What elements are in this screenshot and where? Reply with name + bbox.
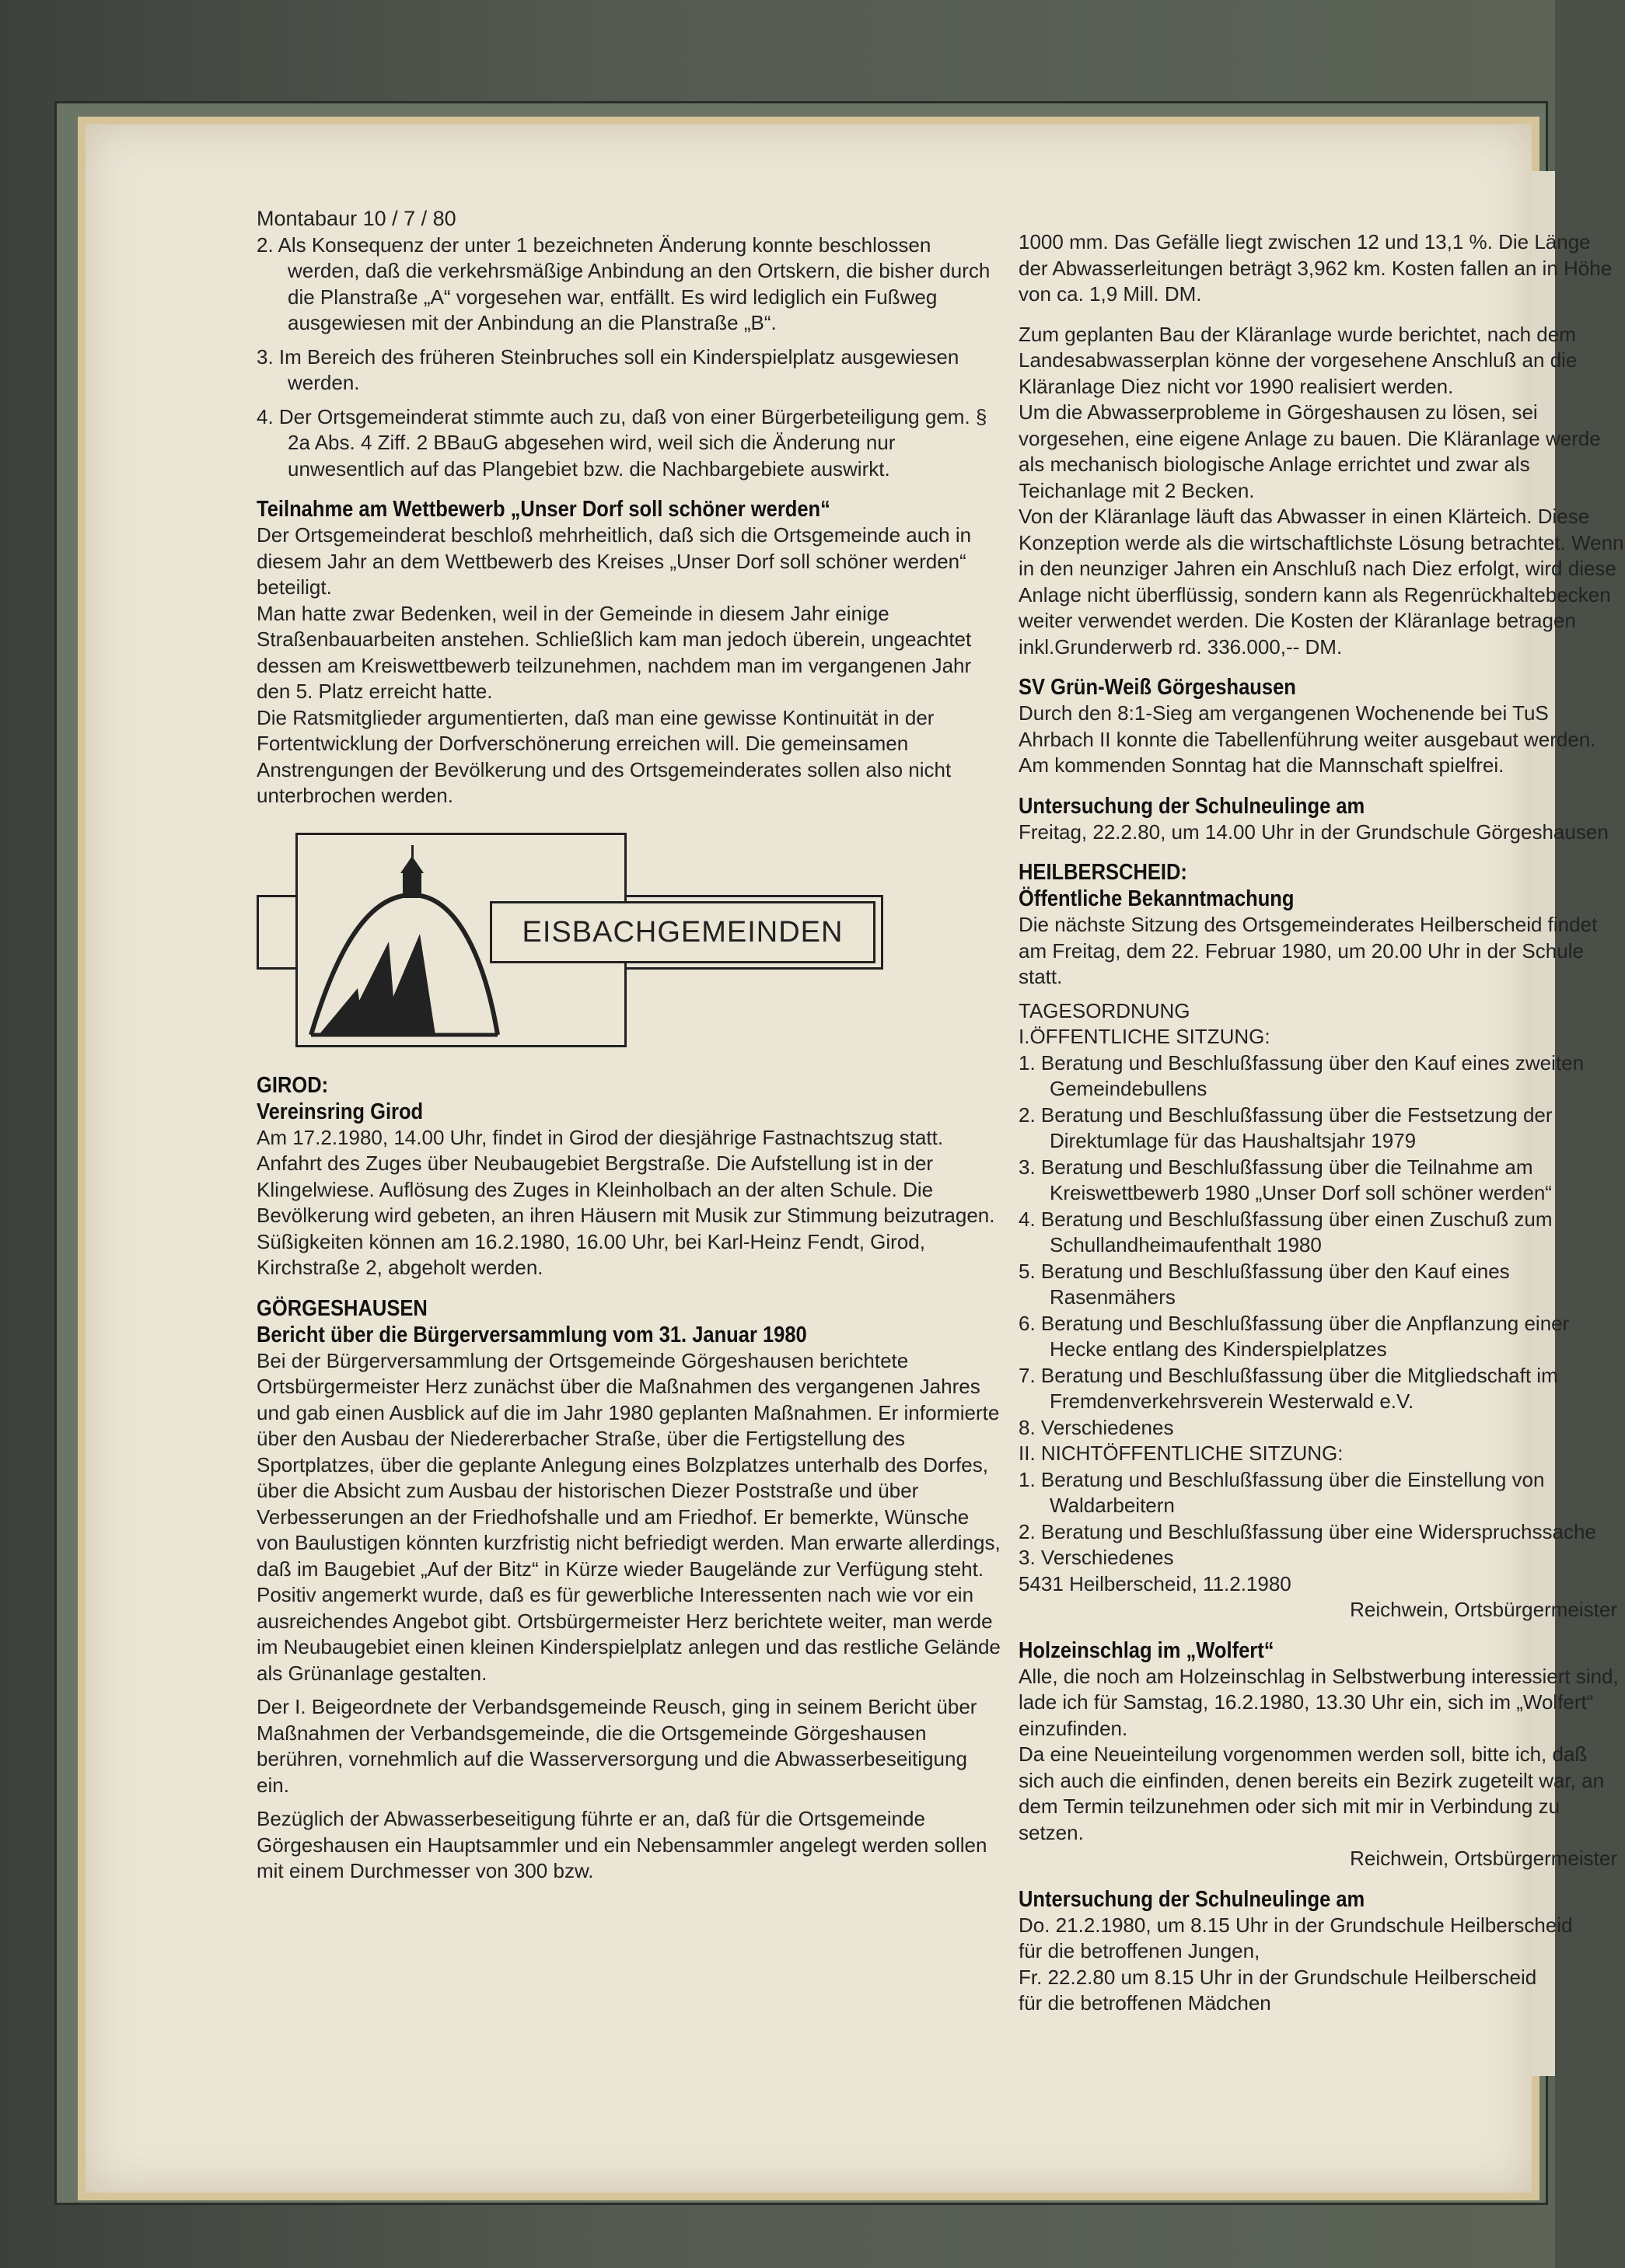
paragraph: Zum geplanten Bau der Kläranlage wurde berichtet, nach dem Landesabwasserplan könne der vorgesehene Anschluß an die Kläranlage Diez nicht vor 1990 realisiert werden. xyxy=(1019,322,1578,398)
agenda-item: 4. Beratung und Beschlußfassung über einen Zuschuß zum Schullandheimaufenthalt 1980 xyxy=(1019,1207,1553,1256)
agenda-item: 3. Verschiedenes xyxy=(1019,1546,1174,1569)
signature: Reichwein, Ortsbürgermeister xyxy=(1350,1847,1617,1870)
girod-town: GIROD: xyxy=(257,1072,329,1098)
paragraph: Die nächste Sitzung des Ortsgemeinderates Heilberscheid findet am Freitag, dem 22. Februar 1980, um 20.00 Uhr in der Schule statt. xyxy=(1019,913,1598,988)
bekanntmachung-heading: Öffentliche Bekanntmachung xyxy=(1019,886,1295,911)
list-item: 4. Der Ortsgemeinderat stimmte auch zu, daß von einer Bürgerbeteiligung gem. § 2a Abs. 4 Ziff. 2 BBauG abgesehen wird, weil sich die Änderung nur unwesentlich auf das Plangebiet bzw. die Nachbargebiete auswirkt. xyxy=(257,404,987,481)
holzeinschlag-heading: Holzeinschlag im „Wolfert“ xyxy=(1019,1637,1274,1663)
girod-heading: Vereinsring Girod xyxy=(257,1099,424,1124)
list-item: 3. Im Bereich des früheren Steinbruches soll ein Kinderspielplatz ausgewiesen werden. xyxy=(257,344,959,394)
text-line: für die betroffenen Mädchen xyxy=(1019,1991,1271,2015)
agenda-item: 2. Beratung und Beschlußfassung über die Festsetzung der Direktumlage für das Haushaltsjahr 1979 xyxy=(1019,1103,1553,1152)
signature: Reichwein, Ortsbürgermeister xyxy=(1350,1598,1617,1621)
logo-label: EISBACHGEMEINDEN xyxy=(490,901,875,963)
nichtoeffentlich-label: II. NICHTÖFFENTLICHE SITZUNG: xyxy=(1019,1442,1344,1465)
paragraph: Der Ortsgemeinderat beschloß mehrheitlich, daß sich die Ortsgemeinde auch in diesem Jahr an dem Wettbewerb des Kreises „Unser Dorf soll schöner werden“ beteiligt. xyxy=(257,523,972,599)
right-column xyxy=(1019,206,1625,2017)
place-date: 5431 Heilberscheid, 11.2.1980 xyxy=(1019,1571,1291,1595)
newspaper-page xyxy=(86,124,1624,2193)
agenda-item: 5. Beratung und Beschlußfassung über den Kauf eines Rasenmähers xyxy=(1019,1259,1510,1309)
wettbewerb-heading: Teilnahme am Wettbewerb „Unser Dorf soll schöner werden“ xyxy=(257,497,830,522)
agenda-item: 3. Beratung und Beschlußfassung über die Teilnahme am Kreiswettbewerb 1980 „Unser Dorf soll schöner werden“ xyxy=(1019,1155,1552,1204)
eisbachgemeinden-logo xyxy=(257,833,879,1058)
agenda-item: 8. Verschiedenes xyxy=(1019,1415,1174,1439)
sv-heading: SV Grün-Weiß Görgeshausen xyxy=(1019,675,1296,700)
paragraph: Bei der Bürgerversammlung der Ortsgemeinde Görgeshausen berichtete Ortsbürgermeister Herz zunächst über die Maßnahmen des vergangenen Jahres und gab einen Ausblick auf die im Jahr 1980 geplanten Maßnahmen. Er informierte über den Ausbau der Niedererbacher Straße, über die Fertigstellung des Sportplatzes, über die geplante Anlegung eines Bolzplatzes unterhalb des Dorfes, über die Absicht zum Ausbau der historischen Diezer Poststraße und über Verbesserungen an der Friedhofshalle und am Friedhof. Er bemerkte, Wünsche von Baulustigen könnten kurzfristig nicht befriedigt werden. Man erwarte allerdings, daß im Baugebiet „Auf der Bitz“ in Kürze wieder Baugelände zur Verfügung steht. Positiv angemerkt wurde, daß es für gewerbliche Interessenten nach wie vor ein ausreichendes Angebot gibt. Ortsbürgermeister Herz berichtete weiter, man werde im Neubaugebiet einen kleinen Kinderspielplatz anlegen und das restliche Gelände als Grünanlage gestalten. xyxy=(257,1348,1001,1685)
paragraph: 1000 mm. Das Gefälle liegt zwischen 12 und 13,1 %. Die Länge der Abwasserleitungen beträgt 3,962 km. Kosten fallen an in Höhe von ca. 1,9 Mill. DM. xyxy=(1019,230,1613,306)
text-line: Fr. 22.2.80 um 8.15 Uhr in der Grundschule Heilberscheid xyxy=(1019,1965,1537,1989)
left-column xyxy=(257,206,1003,1885)
agenda-item: 7. Beratung und Beschlußfassung über die Mitgliedschaft im Fremdenverkehrsverein Westerwald e.V. xyxy=(1019,1363,1558,1413)
dateline: Montabaur 10 / 7 / 80 xyxy=(257,207,456,230)
schulneulinge-heading-2: Untersuchung der Schulneulinge am xyxy=(1019,1886,1365,1912)
paragraph: Freitag, 22.2.80, um 14.00 Uhr in der Grundschule Görgeshausen xyxy=(1019,819,1609,844)
text-line: Do. 21.2.1980, um 8.15 Uhr in der Grundschule Heilberscheid xyxy=(1019,1913,1573,1937)
agenda-item: 1. Beratung und Beschlußfassung über den Kauf eines zweiten Gemeindebullens xyxy=(1019,1050,1585,1100)
agenda-item: 6. Beratung und Beschlußfassung über die Anpflanzung einer Hecke entlang des Kinderspielplatzes xyxy=(1019,1311,1570,1361)
tagesordnung-label: TAGESORDNUNG xyxy=(1019,998,1190,1022)
paragraph: Um die Abwasserprobleme in Görgeshausen zu lösen, sei vorgesehen, eine eigene Anlage zu bauen. Die Kläranlage werde als mechanisch biologische Anlage errichtet und zwar als Teichanlage mit 2 Becken. xyxy=(1019,400,1601,502)
paragraph: Der I. Beigeordnete der Verbandsgemeinde Reusch, ging in seinem Bericht über Maßnahmen der Verbandsgemeinde, die die Ortsgemeinde Görgeshausen berühren, vornehmlich auf die Wasserversorgung und die Abwasserbeseitigung ein. xyxy=(257,1695,977,1797)
schulneulinge-heading: Untersuchung der Schulneulinge am xyxy=(1019,793,1365,819)
paragraph: Durch den 8:1-Sieg am vergangenen Wochenende bei TuS Ahrbach II konnte die Tabellenführung weiter ausgebaut werden. Am kommenden Sonntag hat die Mannschaft spielfrei. xyxy=(1019,701,1596,777)
paragraph: Man hatte zwar Bedenken, weil in der Gemeinde in diesem Jahr einige Straßenbauarbeiten anstehen. Schließlich kam man jedoch überein, ungeachtet dessen am Kreiswettbewerb teilzunehmen, nachdem man im vergangenen Jahr den 5. Platz erreicht hatte. xyxy=(257,601,972,703)
paragraph: Am 17.2.1980, 14.00 Uhr, findet in Girod der diesjährige Fastnachtszug statt. Anfahrt des Zuges über Neubaugebiet Bergstraße. Die Aufstellung ist in der Klingelwiese. Auflösung des Zuges in Kleinholbach an der alten Schule. Die Bevölkerung wird gebeten, an ihren Häusern mit Musik zur Stimmung beizutragen. Süßigkeiten können am 16.2.1980, 16.00 Uhr, bei Karl-Heinz Fendt, Girod, Kirchstraße 2, abgeholt werden. xyxy=(257,1125,995,1279)
church-hill-icon xyxy=(303,840,505,1043)
oeffentlich-label: I.ÖFFENTLICHE SITZUNG: xyxy=(1019,1025,1270,1048)
list-item: 2. Als Konsequenz der unter 1 bezeichneten Änderung konnte beschlossen werden, daß die verkehrsmäßige Anbindung an den Ortskern, die bisher durch die Planstraße „A“ vorgesehen war, entfällt. Es wird lediglich ein Fußweg ausgewiesen mit der Anbindung an die Planstraße „B“. xyxy=(257,232,991,334)
text-line: für die betroffenen Jungen, xyxy=(1019,1939,1260,1962)
goergeshausen-town: GÖRGESHAUSEN xyxy=(257,1295,428,1321)
paragraph: Alle, die noch am Holzeinschlag in Selbstwerbung interessiert sind, lade ich für Samstag, 16.2.1980, 13.30 Uhr ein, sich im „Wolfert“ einzufinden. xyxy=(1019,1664,1619,1740)
paragraph: Bezüglich der Abwasserbeseitigung führte er an, daß für die Ortsgemeinde Görgeshausen ein Hauptsammler und ein Nebensammler angelegt werden sollen mit einem Durchmesser von 300 bzw. xyxy=(257,1807,987,1882)
agenda-item: 1. Beratung und Beschlußfassung über die Einstellung von Waldarbeitern xyxy=(1019,1467,1545,1517)
paragraph: Da eine Neueinteilung vorgenommen werden soll, bitte ich, daß sich auch die einfinden, denen bereits ein Bezirk zugeteilt war, an dem Termin teilzunehmen oder sich mit mir in Verbindung zu setzen. xyxy=(1019,1742,1605,1844)
paragraph: Die Ratsmitglieder argumentierten, daß man eine gewisse Kontinuität in der Fortentwicklung der Dorfverschönerung erreichen will. Die gemeinsamen Anstrengungen der Bevölkerung und des Ortsgemeinderates sollen also nicht unterbrochen werden. xyxy=(257,705,952,807)
agenda-item: 2. Beratung und Beschlußfassung über eine Widerspruchssache xyxy=(1019,1519,1596,1543)
heilberscheid-town: HEILBERSCHEID: xyxy=(1019,860,1187,885)
paragraph: Von der Kläranlage läuft das Abwasser in einen Klärteich. Diese Konzeption werde als die wirtschaftlichste Lösung betrachtet. Wenn in den neunziger Jahren ein Anschluß nach Diez erfolgt, wird diese Anlage nicht überflüssig, sondern kann als Regenrückhaltebecken weiter verwendet werden. Die Kosten der Kläranlage betragen inkl.Grunderwerb rd. 336.000,-- DM. xyxy=(1019,505,1624,659)
goergeshausen-heading: Bericht über die Bürgerversammlung vom 31. Januar 1980 xyxy=(257,1322,807,1347)
